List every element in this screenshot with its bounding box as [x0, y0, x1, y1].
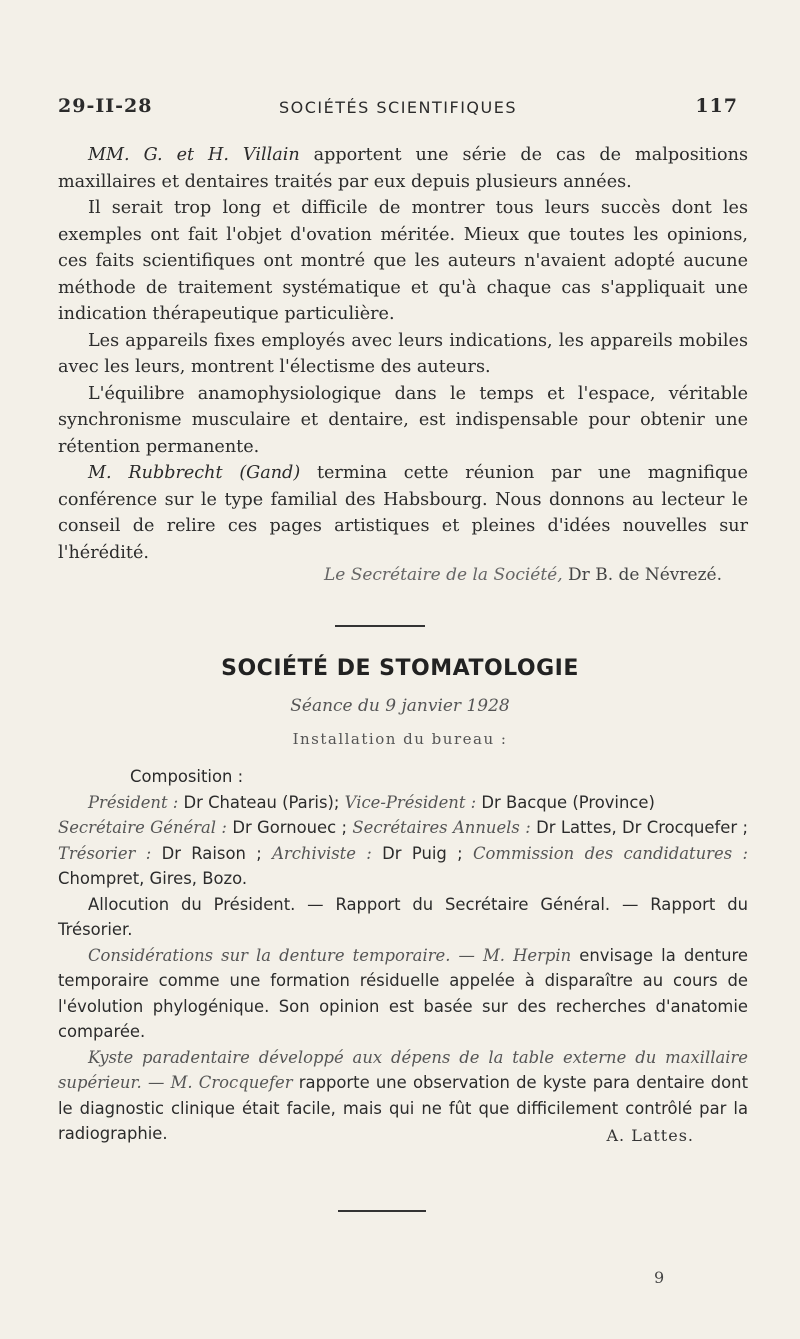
composition-label: Composition :	[130, 767, 244, 786]
paragraph: Considérations sur la denture temporaire. — M. Herpin envisage la denture temporaire comme une formation résiduelle appelée à disparaître au cours de l'évolution phylogénique. Son opinion est basée sur des recherches d'anatomie comparée.	[58, 945, 748, 1041]
installation-heading: Installation du bureau :	[292, 730, 508, 748]
author-names: MM. G. et H. Villain	[88, 145, 300, 165]
divider-rule	[338, 1210, 426, 1212]
paragraph: L'équilibre anamophysiologique dans le temps et l'espace, véritable synchronisme musculaire et dentaire, est indispensable pour obtenir une rétention permanente.	[58, 383, 748, 457]
bureau-list: Président : Dr Chateau (Paris); Vice-Président : Dr Bacque (Province)	[88, 792, 655, 812]
footer-page-number: 9	[654, 1268, 665, 1287]
header-section: SOCIÉTÉS SCIENTIFIQUES	[279, 98, 517, 117]
divider-rule	[335, 625, 425, 627]
signature-lattes: A. Lattes.	[606, 1126, 694, 1145]
running-header	[58, 95, 738, 125]
paragraph: Il serait trop long et difficile de montrer tous leurs succès dont les exemples ont fait l'objet d'ovation méritée. Mieux que toutes les opinions, ces faits scientifiques ont montré que les auteurs n'avaient adopté aucune méthode de traitement systématique et qu'à chaque cas s'appliquait une indication thérapeutique particulière.	[58, 198, 748, 324]
article-stomatologie	[58, 764, 748, 1147]
author-name: M. Rubbrecht	[88, 463, 223, 483]
session-date: Séance du 9 janvier 1928	[290, 696, 510, 716]
article-villain	[58, 142, 748, 566]
section-title: SOCIÉTÉ DE STOMATOLOGIE	[221, 656, 579, 681]
paragraph: Kyste paradentaire développé aux dépens de la table externe du maxillaire supérieur. — M. Crocquefer rapporte une observation de kyste para dentaire dont le diagnostic clinique était facile, mais qui ne fût que difficilement contrôlé par la radiographie.	[58, 1047, 748, 1143]
paragraph: Allocution du Président. — Rapport du Secrétaire Général. — Rapport du Trésorier.	[58, 894, 748, 939]
paragraph: M. Rubbrecht (Gand) termina cette réunion par une magnifique conférence sur le type familial des Habsbourg. Nous donnons au lecteur le conseil de relire ces pages artistiques et pleines d'idées nouvelles sur l'hérédité.	[58, 463, 748, 563]
bureau-list: Secrétaire Général : Dr Gornouec ; Secrétaires Annuels : Dr Lattes, Dr Crocquefer ; Trésorier : Dr Raison ; Archiviste : Dr Puig ; Commission des candidatures : Chompret, Gires, Bozo.	[58, 818, 749, 888]
header-date: 29-II-28	[58, 95, 153, 117]
signature-secretary: Le Secrétaire de la Société, Dr B. de Névrezé.	[323, 565, 722, 585]
paragraph: MM. G. et H. Villain apportent une série de cas de malpositions maxillaires et dentaires traités par eux depuis plusieurs années.	[58, 145, 748, 192]
header-page-number: 117	[695, 95, 738, 117]
paragraph: Les appareils fixes employés avec leurs indications, les appareils mobiles avec les leurs, montrent l'électisme des auteurs.	[58, 330, 748, 377]
